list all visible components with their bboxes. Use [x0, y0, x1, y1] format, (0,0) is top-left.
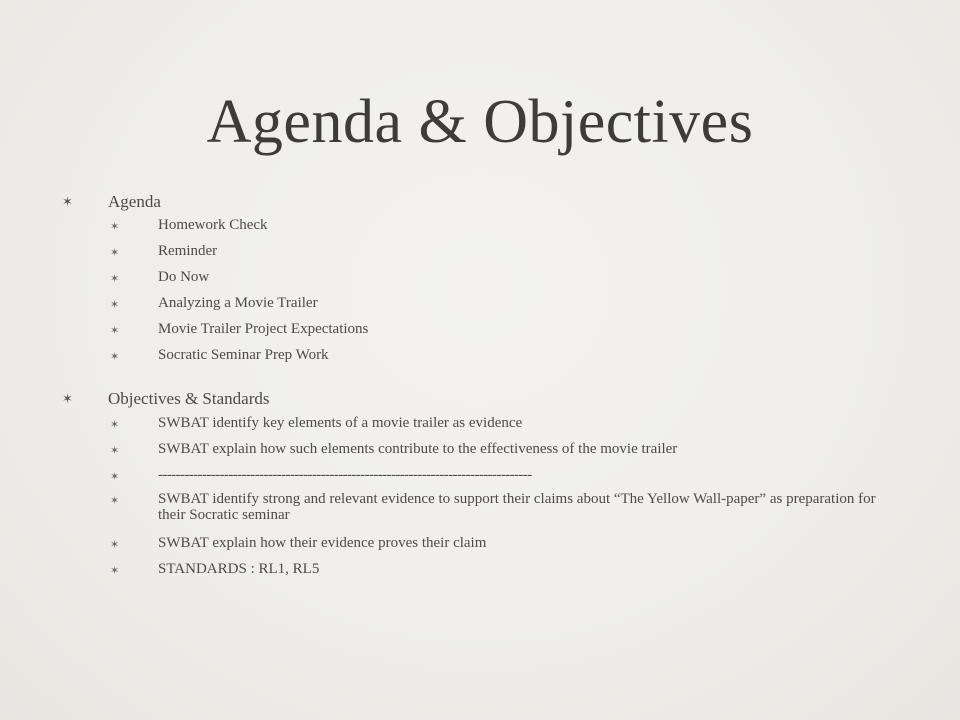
objectives-list — [62, 415, 922, 587]
agenda-list — [62, 217, 922, 373]
list-item — [110, 415, 922, 441]
list-item-text: SWBAT identify strong and relevant evidence to support their claims about “The Yellow Wall-paper” as preparation for their Socratic seminar — [158, 491, 876, 523]
list-item — [110, 217, 922, 243]
list-item — [110, 441, 922, 467]
star-bullet-icon: ✶ — [110, 273, 120, 285]
list-item — [110, 561, 922, 587]
objectives-heading: Objectives & Standards — [108, 389, 270, 408]
star-bullet-icon: ✶ — [110, 299, 120, 311]
star-bullet-icon: ✶ — [110, 495, 120, 507]
star-bullet-icon: ✶ — [110, 565, 120, 577]
star-bullet-icon: ✶ — [110, 539, 120, 551]
list-item-text: SWBAT explain how their evidence proves their claim — [158, 535, 487, 551]
list-item — [110, 321, 922, 347]
list-item-text: Movie Trailer Project Expectations — [158, 321, 369, 337]
list-item-text: Reminder — [158, 243, 218, 259]
star-bullet-icon: ✶ — [110, 471, 120, 483]
agenda-section — [62, 190, 922, 373]
divider-text: ------------------------------------------------------------------------------------- — [158, 467, 532, 483]
star-bullet-icon: ✶ — [110, 419, 120, 431]
list-item — [110, 295, 922, 321]
star-bullet-icon: ✶ — [62, 194, 73, 209]
star-bullet-icon: ✶ — [110, 247, 120, 259]
list-item-text: Homework Check — [158, 217, 268, 233]
list-item — [110, 243, 922, 269]
slide-title: Agenda & Objectives — [206, 88, 754, 156]
list-item-text: SWBAT explain how such elements contribute to the effectiveness of the movie trailer — [158, 441, 678, 457]
star-bullet-icon: ✶ — [62, 391, 73, 406]
objectives-heading-row — [62, 387, 922, 411]
star-bullet-icon: ✶ — [110, 351, 120, 363]
agenda-heading-row — [62, 190, 922, 214]
list-item — [110, 491, 922, 535]
list-item — [110, 535, 922, 561]
star-bullet-icon: ✶ — [110, 445, 120, 457]
list-item-text: Analyzing a Movie Trailer — [158, 295, 318, 311]
list-item — [110, 269, 922, 295]
agenda-heading: Agenda — [108, 192, 161, 211]
list-item-text: Socratic Seminar Prep Work — [158, 347, 329, 363]
list-item — [110, 347, 922, 373]
list-item-text: Do Now — [158, 269, 210, 285]
star-bullet-icon: ✶ — [110, 221, 120, 233]
list-item-text: SWBAT identify key elements of a movie trailer as evidence — [158, 415, 523, 431]
star-bullet-icon: ✶ — [110, 325, 120, 337]
list-item — [110, 467, 922, 491]
objectives-section — [62, 387, 922, 587]
list-item-text: STANDARDS : RL1, RL5 — [158, 561, 320, 577]
